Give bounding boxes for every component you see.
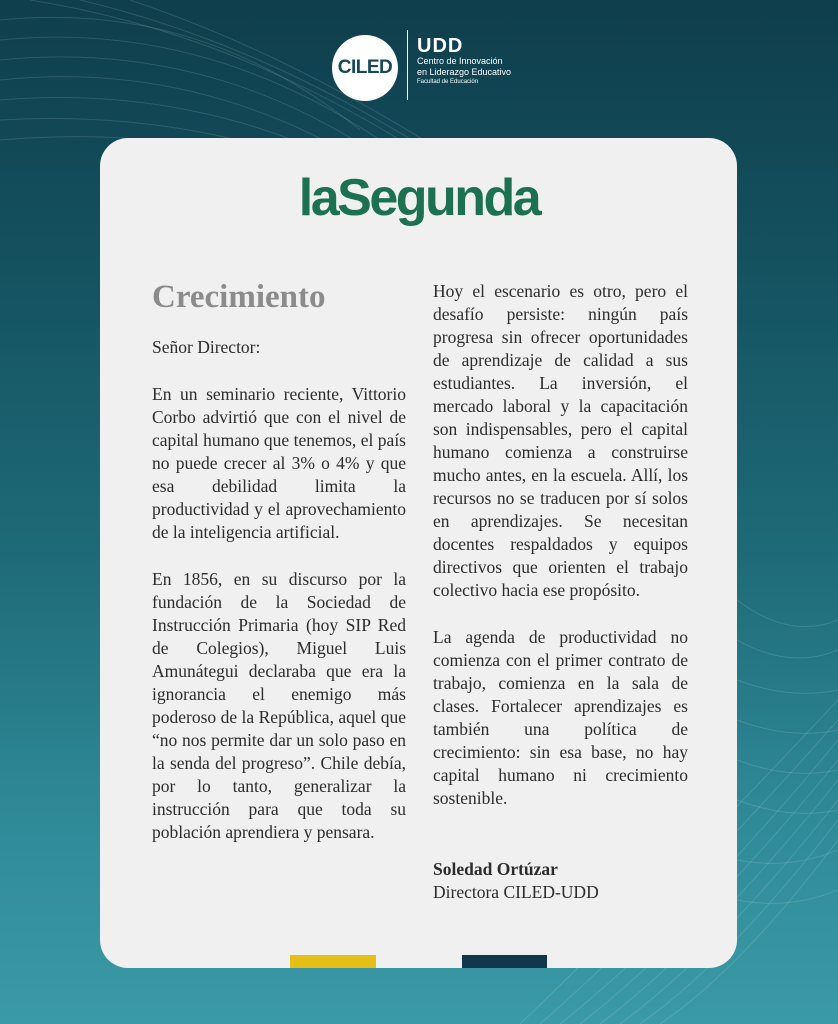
paragraph-4: La agenda de productividad no comienza con el primer contrato de trabajo, comienza en la sala de clases. Fortalecer aprendizajes es también una política de crecimiento: sin esa base, no hay capital humano ni crecimiento sostenible.: [433, 627, 688, 808]
ciled-logo: [332, 35, 398, 101]
udd-logo-block: [417, 36, 511, 87]
accent-bar-dark: [462, 955, 547, 968]
header-divider: [407, 30, 408, 100]
article-title: Crecimiento: [152, 279, 326, 315]
paragraph-3: Hoy el escenario es otro, pero el desafío persiste: ningún país progresa sin ofrecer oportunidades de aprendizaje de calidad a sus estudiantes. La inversión, el mercado laboral y la capacitación son indispensables, pero el capital humano comienza a construirse mucho antes, en la escuela. Allí, los recursos no se traducen por sí solos en aprendizajes. Se necesitan docentes respaldados y equipos directivos que orienten el trabajo colectivo hacia ese propósito.: [433, 281, 688, 600]
ciled-logo-text: CILED: [337, 57, 393, 78]
accent-bar-yellow: [290, 955, 376, 968]
faculty-name: Facultad de Educación: [417, 79, 479, 85]
paragraph-1: En un seminario reciente, Vittorio Corbo advirtió que con el nivel de capital humano que tenemos, el país no puede crecer al 3% o 4% y que esa debilidad limita la productividad y el aprovechamiento de la inteligencia artificial.: [152, 384, 406, 542]
center-name-line2: en Liderazgo Educativo: [417, 67, 512, 77]
center-name-line1: Centro de Innovación: [417, 56, 503, 66]
salutation: Señor Director:: [152, 337, 261, 357]
signature-title: Directora CILED-UDD: [433, 882, 599, 902]
paragraph-2: En 1856, en su discurso por la fundación de la Sociedad de Instrucción Primaria (hoy SIP Red de Colegios), Miguel Luis Amunátegui declaraba que era la ignorancia el enemigo más poderoso de la República, aquel que “no nos permite dar un solo paso en la senda del progreso”. Chile debía, por lo tanto, generalizar la instrucción para que toda su población aprendiera y pensara.: [152, 569, 406, 842]
article-column-right: [433, 280, 688, 904]
article-column-left: [152, 280, 406, 844]
signature-name: Soledad Ortúzar: [433, 859, 558, 879]
newspaper-logo: laSegunda: [298, 169, 540, 227]
udd-logo: UDD: [417, 35, 464, 57]
